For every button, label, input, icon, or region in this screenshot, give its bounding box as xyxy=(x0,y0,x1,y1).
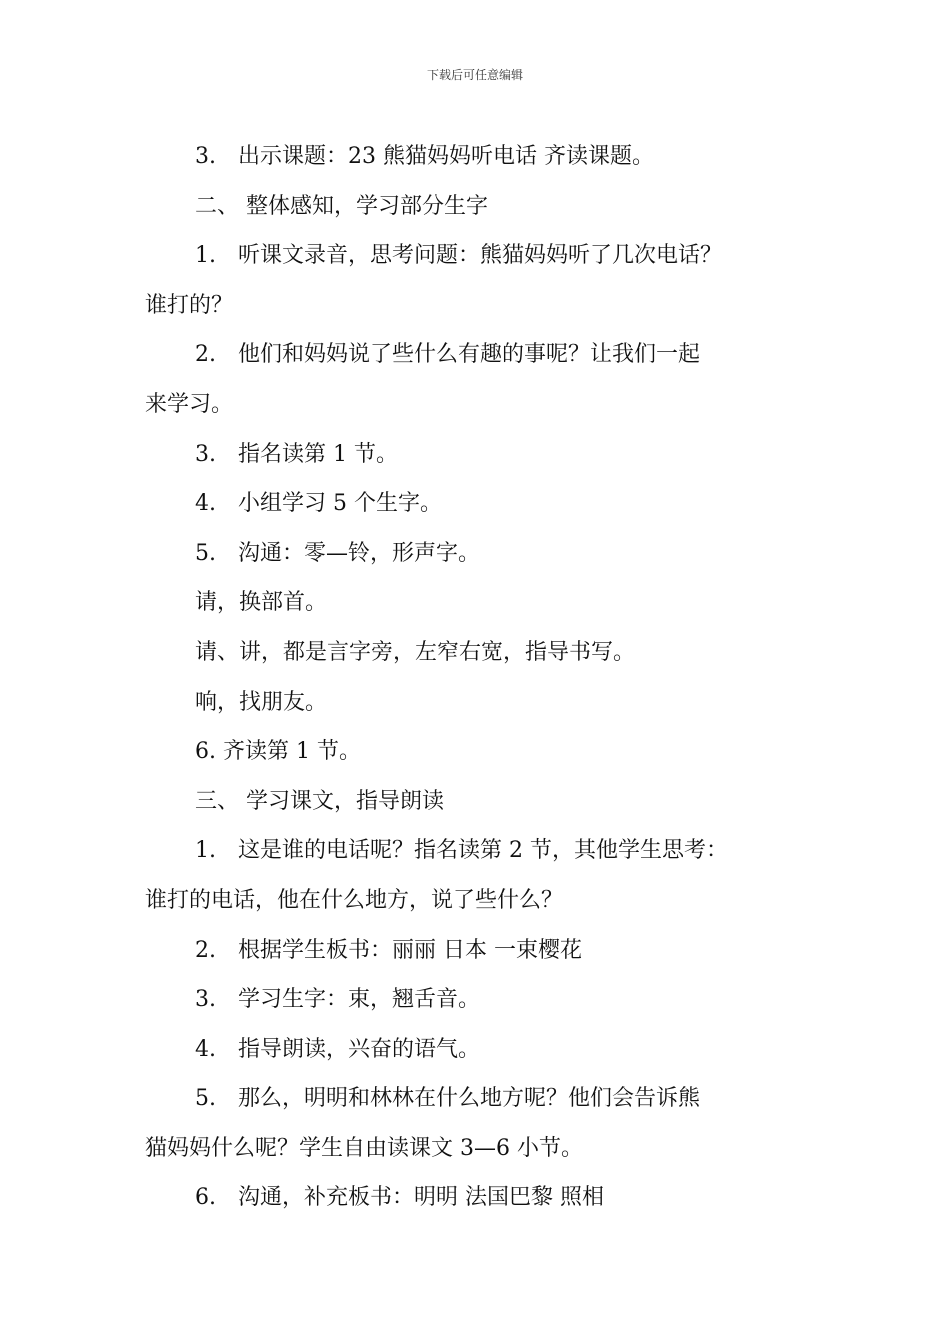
text-line: 谁打的电话，他在什么地方，说了些什么？ xyxy=(145,887,564,913)
text-line: 5. 那么，明明和林林在什么地方呢？他们会告诉熊 xyxy=(195,1086,700,1112)
text-line: 4. 小组学习 5 个生字。 xyxy=(195,491,442,517)
text-line: 来学习。 xyxy=(145,391,234,417)
text-line: 3. 学习生字：束，翘舌音。 xyxy=(195,987,480,1013)
text-line: 6. 齐读第 1 节。 xyxy=(195,739,361,765)
text-line: 3. 出示课题：23 熊猫妈妈听电话 齐读课题。 xyxy=(195,144,654,169)
text-line: 5. 沟通：零—铃，形声字。 xyxy=(195,540,480,566)
text-line: 6. 沟通，补充板书：明明 法国巴黎 照相 xyxy=(195,1185,604,1211)
text-line: 3. 指名读第 1 节。 xyxy=(195,441,398,467)
text-line: 请、讲，都是言字旁，左窄右宽，指导书写。 xyxy=(195,639,636,665)
text-line: 2. 根据学生板书：丽丽 日本 一束樱花 xyxy=(195,937,582,963)
document-body xyxy=(145,132,825,1223)
text-line: 响，找朋友。 xyxy=(195,689,328,715)
text-line: 请，换部首。 xyxy=(195,590,328,616)
text-line: 猫妈妈什么呢？学生自由读课文 3—6 小节。 xyxy=(145,1135,583,1161)
section-heading: 二、 整体感知，学习部分生字 xyxy=(195,193,488,219)
text-line: 谁打的？ xyxy=(145,292,234,318)
page-header: 下载后可任意编辑 xyxy=(426,68,523,82)
section-heading: 三、 学习课文，指导朗读 xyxy=(195,788,444,814)
text-line: 1. 这是谁的电话呢？指名读第 2 节，其他学生思考： xyxy=(195,838,728,864)
text-line: 4. 指导朗读，兴奋的语气。 xyxy=(195,1036,480,1062)
text-line: 1. 听课文录音，思考问题：熊猫妈妈听了几次电话？ xyxy=(195,243,722,269)
text-line: 2. 他们和妈妈说了些什么有趣的事呢？让我们一起 xyxy=(195,342,700,368)
